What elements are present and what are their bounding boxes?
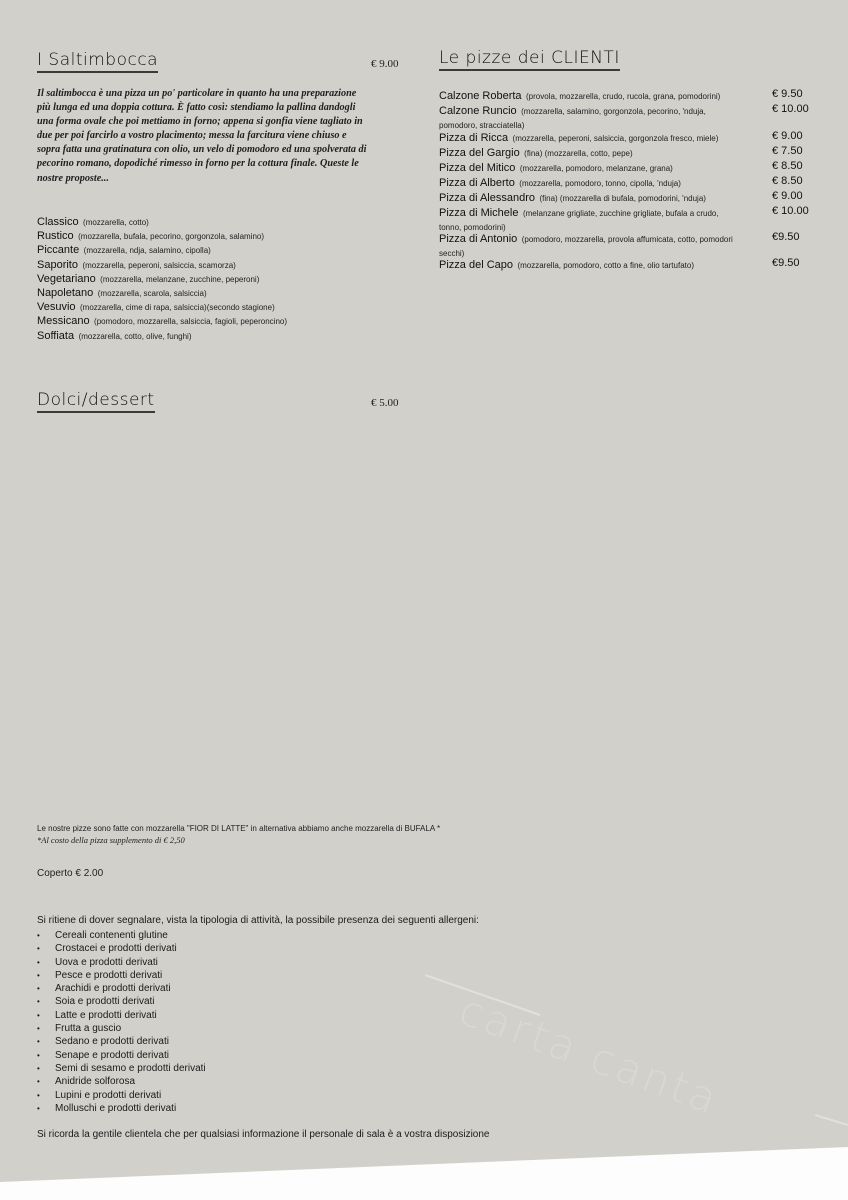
item-desc: (mozzarella, peperoni, salsiccia, gorgonzola fresco, miele)	[512, 134, 719, 143]
item-name: Messicano	[37, 315, 90, 328]
bullet-icon: •	[37, 970, 40, 980]
item-desc: (mozzarella, pomodoro, cotto a fine, olio tartufato)	[517, 261, 694, 270]
item-price: € 9.50	[772, 88, 803, 100]
item-desc: (mozzarella, pomodoro, melanzane, grana)	[519, 164, 673, 173]
menu-item	[439, 175, 819, 190]
item-name: Pizza di Ricca	[439, 132, 509, 144]
watermark: carta canta	[453, 985, 726, 1125]
menu-item	[37, 214, 397, 228]
allergen-label: Cereali contenenti glutine	[55, 930, 168, 941]
allergen-item	[37, 1022, 206, 1035]
allergen-item	[37, 929, 206, 942]
allergen-label: Pesce e prodotti derivati	[55, 969, 163, 981]
allergen-label: Sedano e prodotti derivati	[55, 1036, 169, 1048]
bullet-icon: •	[37, 944, 40, 954]
bullet-icon: •	[37, 1037, 40, 1047]
item-desc: (mozzarella, cotto, olive, funghi)	[78, 331, 192, 341]
menu-item	[37, 242, 397, 256]
menu-item	[439, 257, 819, 272]
bullet-icon: •	[37, 1103, 40, 1113]
allergen-label: Soia e prodotti derivati	[55, 996, 155, 1008]
allergen-item	[37, 982, 206, 995]
item-desc: (mozzarella, scarola, salsiccia)	[97, 288, 207, 298]
allergen-label: Senape e prodotti derivati	[55, 1049, 169, 1061]
mozzarella-note: Le nostre pizze sono fatte con mozzarella "FIOR DI LATTE" in alternativa abbiamo anche mozzarella di BUFALA *	[37, 824, 441, 833]
allergen-item	[37, 1102, 206, 1115]
menu-item	[37, 328, 397, 342]
item-name: Pizza di Alessandro	[439, 192, 535, 204]
allergen-item	[37, 1089, 206, 1102]
bullet-icon: •	[37, 957, 40, 967]
saltimbocca-list	[37, 214, 397, 342]
item-desc: (mozzarella, melanzane, zucchine, peperoni)	[100, 274, 260, 284]
item-price: € 8.50	[772, 175, 803, 187]
allergen-label: Crostacei e prodotti derivati	[55, 943, 177, 955]
dolci-price: € 5.00	[371, 397, 399, 409]
item-desc: (pomodoro, mozzarella, provola affumicata, cotto, pomodori secchi)	[439, 235, 733, 258]
menu-item	[439, 231, 819, 257]
bullet-icon: •	[37, 1010, 40, 1020]
menu-item	[37, 228, 397, 242]
supplement-note: *Al costo della pizza supplemento di € 2,50	[37, 835, 185, 845]
bullet-icon: •	[37, 1024, 40, 1034]
menu-item	[439, 130, 819, 145]
item-desc: (pomodoro, mozzarella, salsiccia, fagioli, peperoncino)	[94, 317, 288, 327]
allergen-label: Semi di sesamo e prodotti derivati	[55, 1062, 206, 1074]
section-title-saltimbocca: I Saltimbocca	[37, 50, 158, 73]
item-name: Napoletano	[37, 286, 94, 299]
item-price: € 9.00	[772, 130, 803, 142]
item-desc: (mozzarella, ndja, salamino, cipolla)	[83, 246, 211, 256]
item-desc: (fina) (mozzarella, cotto, pepe)	[524, 149, 633, 158]
allergens-list	[37, 929, 206, 1115]
item-desc: (mozzarella, salamino, gorgonzola, pecorino, 'nduja, pomodoro, stracciatella)	[439, 107, 706, 130]
item-price: €9.50	[772, 231, 800, 243]
allergen-item	[37, 1075, 206, 1088]
allergen-item	[37, 956, 206, 969]
item-price: € 8.50	[772, 160, 803, 172]
allergen-item	[37, 1035, 206, 1048]
item-desc: (mozzarella, bufala, pecorino, gorgonzola, salamino)	[78, 232, 265, 242]
item-name: Vesuvio	[37, 301, 76, 314]
menu-item	[439, 88, 819, 103]
section-title-dolci: Dolci/dessert	[37, 390, 155, 413]
item-name: Calzone Roberta	[439, 90, 522, 102]
bullet-icon: •	[37, 1077, 40, 1087]
closing-note: Si ricorda la gentile clientela che per qualsiasi informazione il personale di sala è a vostra disposizione	[37, 1129, 490, 1140]
item-price: €9.50	[772, 257, 800, 269]
item-desc: (mozzarella, peperoni, salsiccia, scamorza)	[82, 260, 236, 270]
item-desc: (fina) (mozzarella di bufala, pomodorini, 'nduja)	[539, 194, 706, 203]
menu-item	[439, 145, 819, 160]
allergens-intro: Si ritiene di dover segnalare, vista la tipologia di attività, la possibile presenza dei seguenti allergeni:	[37, 915, 479, 926]
item-name: Pizza del Gargio	[439, 147, 520, 159]
item-price: € 10.00	[772, 205, 809, 217]
item-name: Pizza di Antonio	[439, 233, 518, 245]
item-name: Pizza di Alberto	[439, 177, 515, 189]
menu-item	[37, 285, 397, 299]
item-name: Classico	[37, 216, 79, 228]
item-desc: (mozzarella, pomodoro, tonno, cipolla, 'nduja)	[519, 179, 681, 188]
item-name: Pizza del Capo	[439, 259, 513, 271]
item-desc: (mozzarella, cime di rapa, salsiccia)(secondo stagione)	[79, 303, 275, 313]
clienti-list	[439, 88, 819, 272]
item-desc: (mozzarella, cotto)	[83, 218, 149, 227]
menu-item	[439, 190, 819, 205]
item-price: € 10.00	[772, 103, 809, 115]
bullet-icon: •	[37, 997, 40, 1007]
item-name: Vegetariano	[37, 272, 96, 285]
bullet-icon: •	[37, 1050, 40, 1060]
menu-item	[439, 205, 819, 231]
bullet-icon: •	[37, 1063, 40, 1073]
allergen-label: Uova e prodotti derivati	[55, 956, 158, 968]
allergen-label: Latte e prodotti derivati	[55, 1009, 157, 1021]
item-price: € 7.50	[772, 145, 803, 157]
allergen-label: Arachidi e prodotti derivati	[55, 983, 171, 995]
menu-item	[439, 103, 819, 130]
allergen-item	[37, 1049, 206, 1062]
item-name: Pizza di Michele	[439, 207, 519, 219]
allergen-label: Lupini e prodotti derivati	[55, 1089, 162, 1101]
bullet-icon: •	[37, 931, 40, 940]
saltimbocca-intro: Il saltimbocca è una pizza un po' particolare in quanto ha una preparazione più lunga ed una doppia cottura. È fatto così: stendiamo la pallina dandogli una forma ovale che poi mettiamo in forno; appena si gonfia viene tagliato in due per poi farcirlo a vostro placimento; messa la farcitura viene chiuso e sopra fatta una gratinatura con olio, un velo di pomodoro ed una spolverata di pecorino romano, dopodiché rimesso in forno per la cottura finale. Queste le nostre proposte...	[37, 88, 367, 184]
menu-item	[439, 160, 819, 175]
menu-item	[37, 313, 397, 327]
item-name: Saporito	[37, 258, 78, 271]
allergen-item	[37, 942, 206, 955]
bullet-icon: •	[37, 1090, 40, 1100]
section-title-clienti: Le pizze dei CLIENTI	[439, 48, 620, 71]
allergen-label: Anidride solforosa	[55, 1076, 136, 1088]
item-name: Piccante	[37, 244, 80, 257]
allergen-item	[37, 1009, 206, 1022]
allergen-label: Molluschi e prodotti derivati	[55, 1102, 177, 1114]
allergen-item	[37, 1062, 206, 1075]
saltimbocca-price: € 9.00	[371, 58, 399, 70]
item-desc: (melanzane grigliate, zucchine grigliate, bufala a crudo, tonno, pomodorini)	[439, 209, 719, 232]
allergen-label: Frutta a guscio	[55, 1023, 122, 1035]
item-desc: (provola, mozzarella, crudo, rucola, grana, pomodorini)	[526, 92, 721, 101]
menu-item	[37, 257, 397, 271]
allergen-item	[37, 969, 206, 982]
menu-item	[37, 271, 397, 285]
allergen-item	[37, 995, 206, 1008]
item-name: Soffiata	[37, 329, 75, 342]
bullet-icon: •	[37, 984, 40, 994]
item-name: Calzone Runcio	[439, 105, 517, 117]
item-name: Rustico	[37, 230, 74, 243]
item-name: Pizza del Mitico	[439, 162, 516, 174]
item-price: € 9.00	[772, 190, 803, 202]
coperto-note: Coperto € 2.00	[37, 868, 104, 879]
